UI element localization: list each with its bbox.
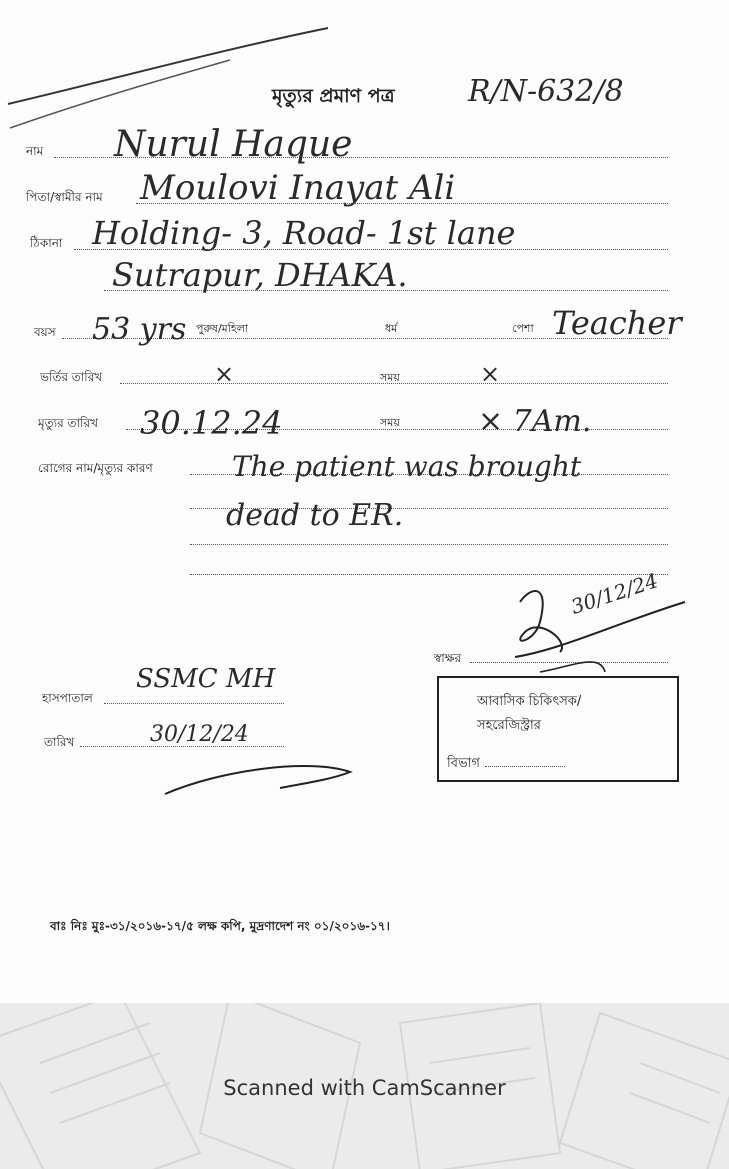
death-date-label: মৃত্যুর তারিখ [38,416,98,430]
death-time-value: × 7Am. [478,404,592,439]
hospital-label: হাসপাতাল [42,691,93,705]
signature-date: 30/12/24 [568,568,661,619]
cause-dotted-line-4 [190,574,668,575]
stamp-line-2: সহরেজিস্ট্রার [477,718,541,733]
cause-line-2: dead to ER. [226,498,404,533]
admission-date-value: × [214,360,235,388]
date-value: 30/12/24 [150,722,249,747]
camscanner-watermark-banner [0,1003,729,1169]
pen-swoosh [160,750,360,800]
age-value: 53 yrs [92,312,187,347]
official-stamp-box [437,676,679,782]
stamp-line-1: আবাসিক চিকিৎসক/ [477,694,582,709]
certificate-title: মৃত্যুর প্রমাণ পত্র [272,85,395,107]
admission-time-label: সময় [380,371,400,384]
admission-date-label: ভর্তির তারিখ [40,370,103,384]
cause-label: রোগের নাম/মৃত্যুর কারণ [38,461,153,475]
address-line-2: Sutrapur, DHAKA. [112,256,408,294]
address-line-1: Holding- 3, Road- 1st lane [92,214,516,252]
father-name-value: Moulovi Inayat Ali [140,168,456,208]
print-reference-note: বাঃ নিঃ মুঃ-৩১/২০১৬-১৭/৫ লক্ষ কপি, মুদ্রণাদেশ নং ০১/২০১৬-১৭। [50,919,390,933]
cause-line-1: The patient was brought [232,450,582,483]
admission-time-value: × [480,360,501,388]
hospital-dotted-line [104,703,284,704]
religion-label: ধর্ম [385,322,398,335]
camscanner-text: Scanned with CamScanner [223,1076,506,1100]
signature-label: স্বাক্ষর [434,651,462,665]
stamp-dotted-line [485,766,565,767]
name-value: Nurul Haque [114,124,353,165]
occupation-label: পেশা [512,322,534,335]
address-label: ঠিকানা [30,236,63,250]
date-label: তারিখ [44,735,75,749]
father-name-label: পিতা/স্বামীর নাম [26,190,103,204]
pen-stroke-decoration [0,0,729,140]
occupation-value: Teacher [552,304,682,342]
gender-label: পুরুষ/মহিলা [196,322,249,335]
hospital-value: SSMC MH [136,664,276,694]
death-date-value: 30.12.24 [140,404,283,442]
stamp-line-3: বিভাগ [447,756,480,771]
death-time-label: সময় [380,416,400,429]
reference-number: R/N-632/8 [468,74,624,109]
name-label: নাম [26,144,44,158]
cause-dotted-line-3 [190,544,668,545]
age-label: বয়স [34,325,56,339]
